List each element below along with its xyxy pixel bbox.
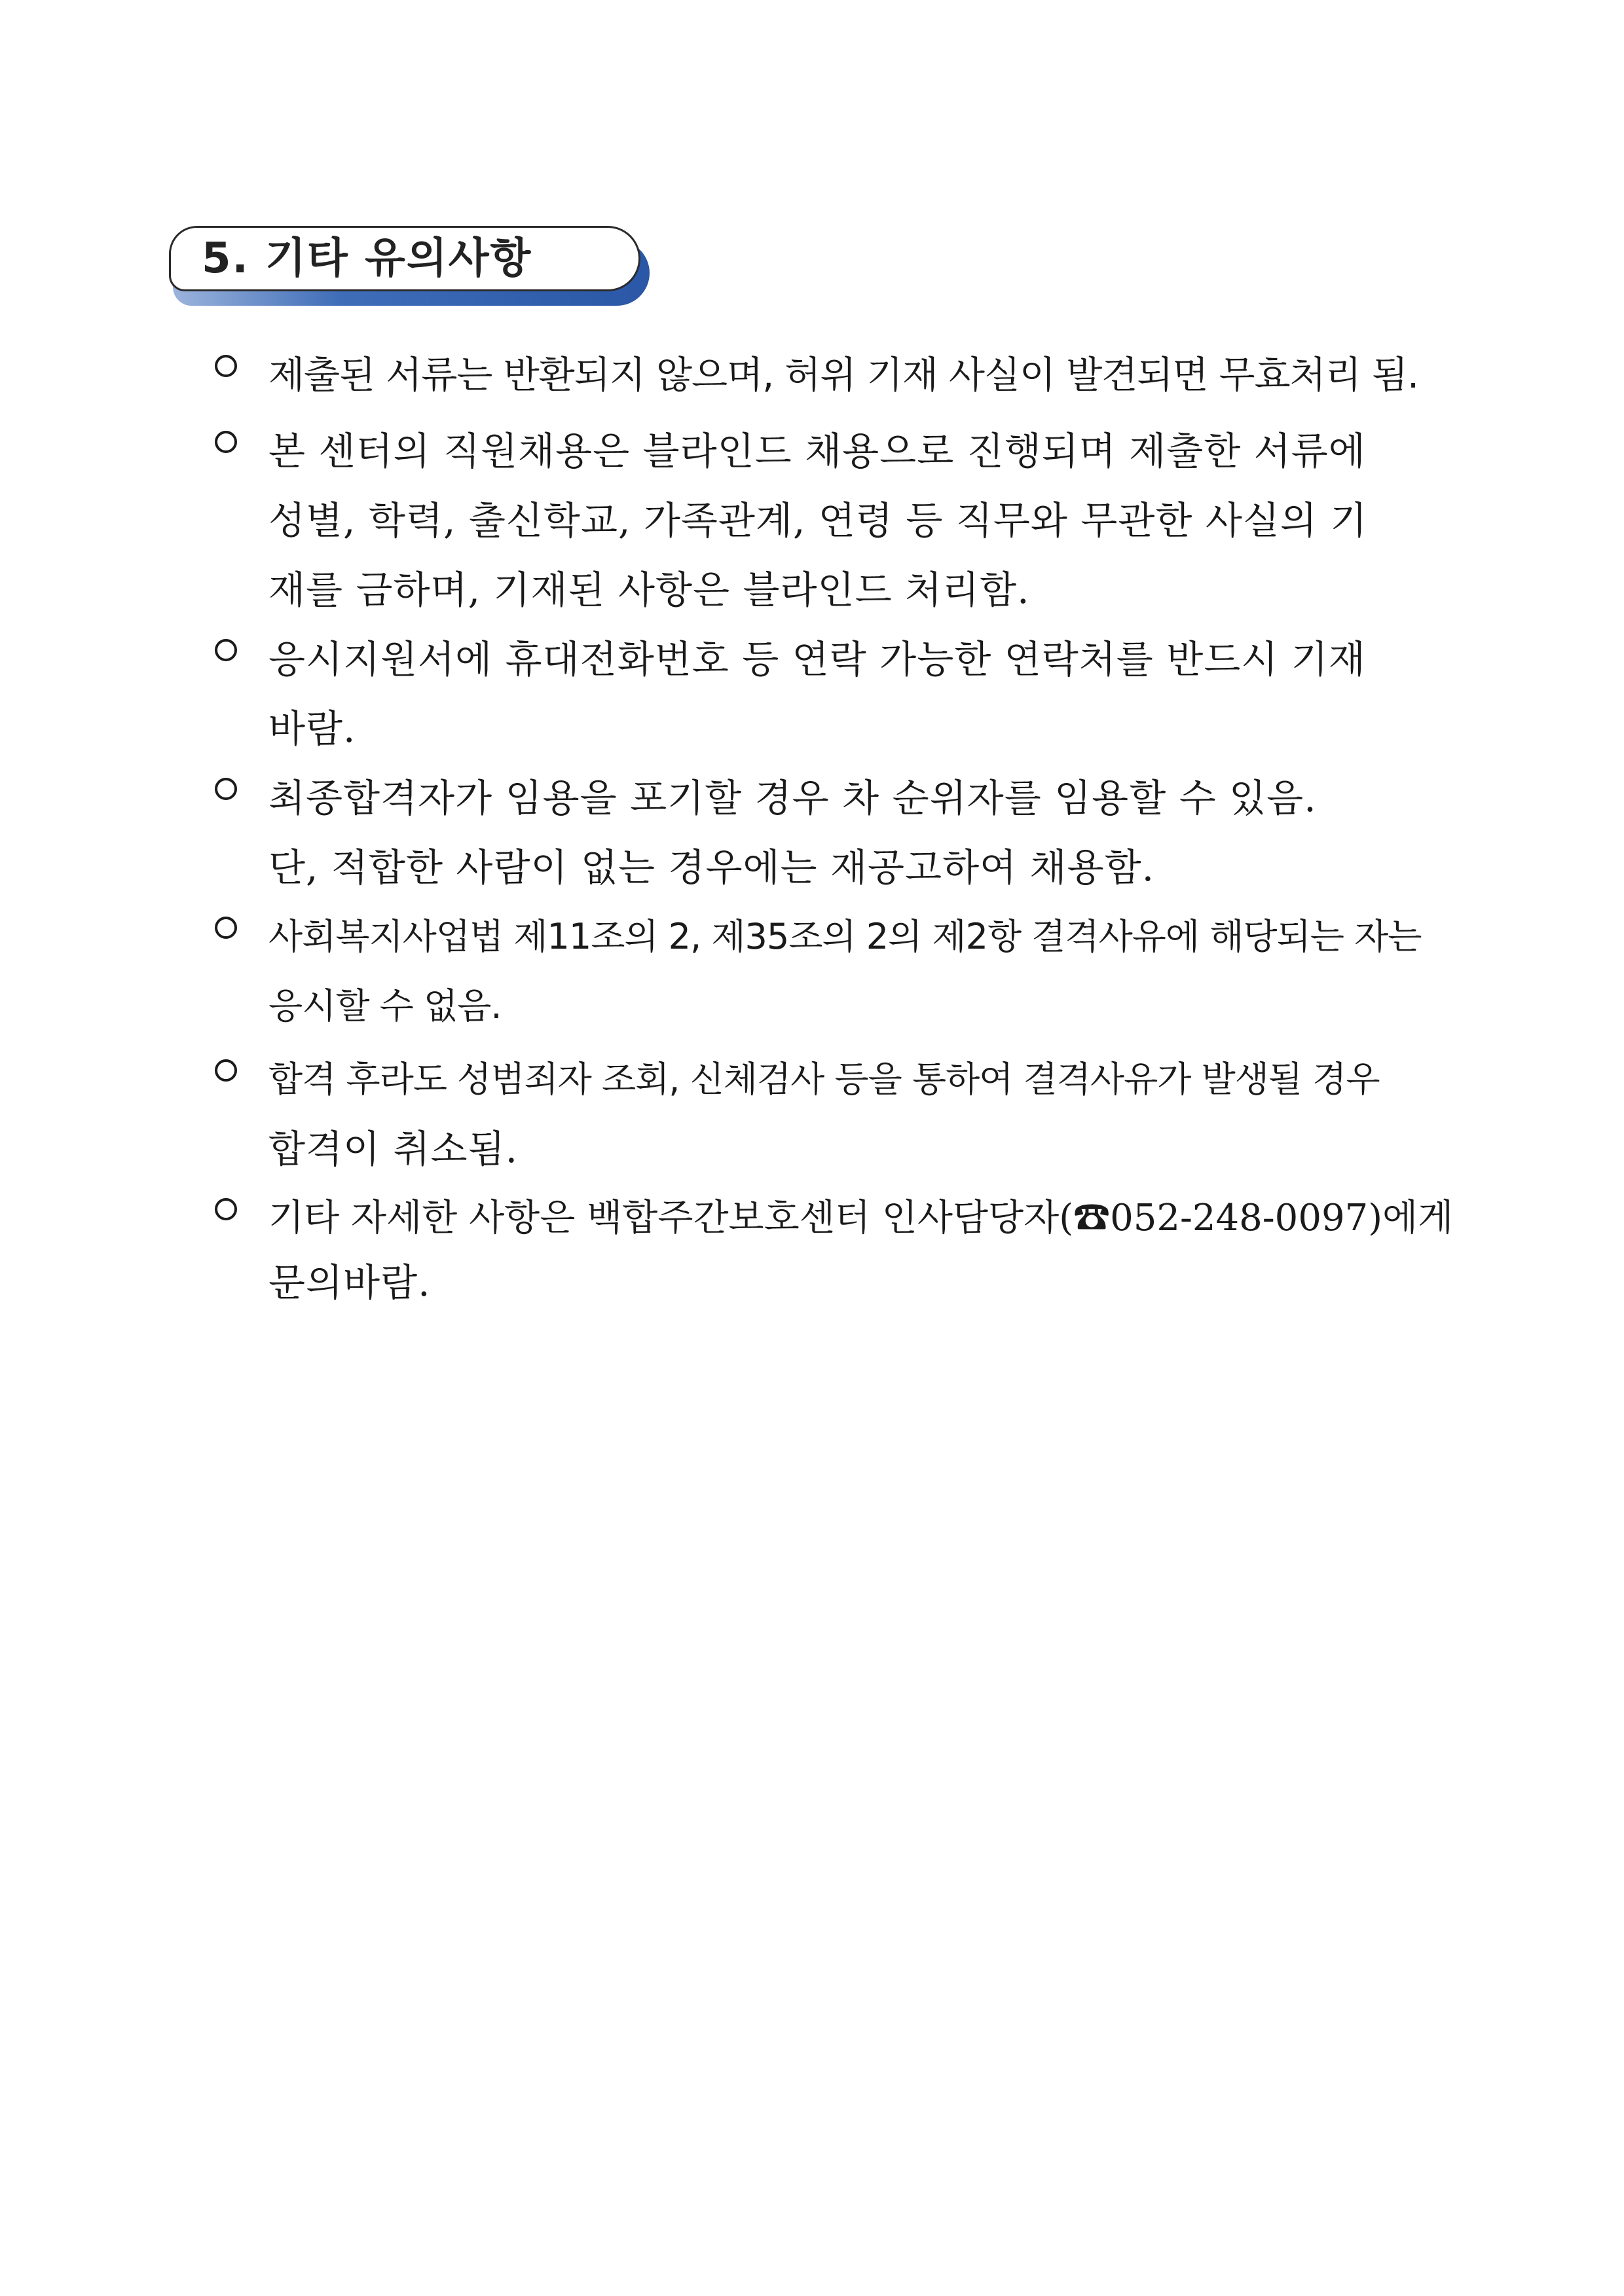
list-item <box>208 902 1479 1041</box>
list-item <box>208 416 1479 625</box>
circle-bullet-icon <box>215 917 237 939</box>
circle-bullet-icon <box>215 639 237 661</box>
note-line: 제출된 서류는 반환되지 않으며, 허위 기재 사실이 발견되면 무효처리 됨. <box>268 354 1419 397</box>
section-title: 5. 기타 유의사항 <box>202 234 532 283</box>
note-line: 합격 후라도 성범죄자 조회, 신체검사 등을 통하여 결격사유가 발생될 경우 <box>268 1059 1380 1100</box>
note-line: 사회복지사업법 제11조의 2, 제35조의 2의 제2항 결격사유에 해당되는 자는 <box>268 916 1422 957</box>
note-line: 재를 금하며, 기재된 사항은 블라인드 처리함. <box>268 568 1030 612</box>
notes-list <box>208 340 1479 1312</box>
note-line: 성별, 학력, 출신학교, 가족관계, 연령 등 직무와 무관한 사실의 기 <box>268 498 1368 543</box>
note-line: 본 센터의 직원채용은 블라인드 채용으로 진행되며 제출한 서류에 <box>268 429 1366 473</box>
circle-bullet-icon <box>215 1059 237 1082</box>
note-line: 응시지원서에 휴대전화번호 등 연락 가능한 연락처를 반드시 기재 <box>268 637 1366 682</box>
note-line: 바람. <box>268 706 356 751</box>
list-item <box>208 625 1479 763</box>
note-line: 최종합격자가 임용을 포기할 경우 차 순위자를 임용할 수 있음. <box>268 776 1317 820</box>
list-item <box>208 1184 1479 1312</box>
note-line: 문의바람. <box>268 1260 431 1305</box>
list-item <box>208 1045 1479 1184</box>
circle-bullet-icon <box>215 355 237 377</box>
note-line: 응시할 수 없음. <box>268 985 502 1027</box>
circle-bullet-icon <box>215 778 237 800</box>
list-item <box>208 763 1479 902</box>
list-item <box>208 340 1479 410</box>
section-heading <box>169 226 654 311</box>
note-line: 합격이 취소됨. <box>268 1127 519 1171</box>
circle-bullet-icon <box>215 431 237 453</box>
note-line: 단, 적합한 사람이 없는 경우에는 재공고하여 채용함. <box>268 845 1155 890</box>
circle-bullet-icon <box>215 1198 237 1220</box>
note-line: 기타 자세한 사항은 백합주간보호센터 인사담당자(☎052-248-0097)에게 <box>268 1197 1454 1239</box>
